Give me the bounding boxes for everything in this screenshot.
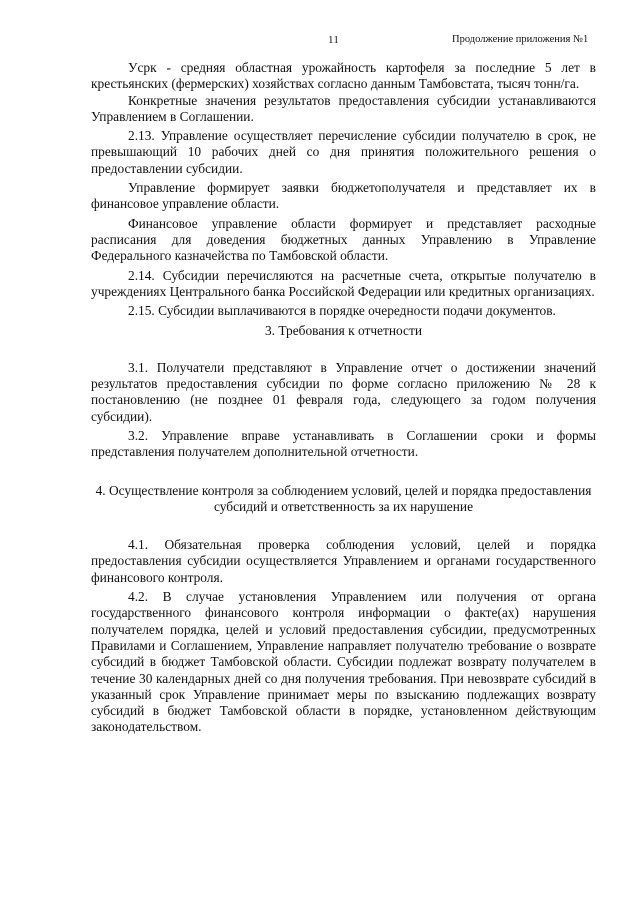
page-number: 11 bbox=[328, 34, 340, 46]
section-heading: 4. Осуществление контроля за соблюдением условий, целей и порядка предоставления субсидий и ответственность за их нарушение bbox=[95, 482, 592, 514]
paragraph: Финансовое управление области формирует и представляет расходные расписания для доведения бюджетных данных Управлению в Управление Федерального казначейства по Тамбовской области. bbox=[91, 215, 596, 264]
paragraph: 3.1. Получатели представляют в Управление отчет о достижении значений результатов предоставления субсидии по форме согласно приложению № 28 к постановлению (не позднее 01 февраля года, следующего за годом получения субсидии). bbox=[91, 359, 596, 424]
section-heading: 3. Требования к отчетности bbox=[264, 323, 423, 339]
paragraph: 2.14. Субсидии перечисляются на расчетные счета, открытые получателю в учреждениях Центрального банка Российской Федерации или кредитных организациях. bbox=[91, 267, 596, 299]
paragraph: Конкретные значения результатов предоставления субсидии устанавливаются Управлением в Соглашении. bbox=[91, 92, 596, 124]
paragraph: Управление формирует заявки бюджетополучателя и представляет их в финансовое управление области. bbox=[91, 180, 596, 212]
paragraph: 2.15. Субсидии выплачиваются в порядке очередности подачи документов. bbox=[128, 303, 556, 319]
paragraph: 2.13. Управление осуществляет перечисление субсидии получателю в срок, не превышающий 10 рабочих дней со дня принятия положительного решения о предоставлении субсидии. bbox=[91, 128, 596, 176]
appendix-continuation-note: Продолжение приложения №1 bbox=[452, 34, 589, 45]
paragraph: Уcрк - средняя областная урожайность картофеля за последние 5 лет в крестьянских (фермерских) хозяйствах согласно данным Тамбовстата, тысяч тонн/га. bbox=[91, 60, 596, 92]
document-body bbox=[91, 60, 596, 736]
paragraph: 4.1. Обязательная проверка соблюдения условий, целей и порядка предоставления субсидии осуществляется Управлением и органами государственного финансового контроля. bbox=[91, 537, 596, 585]
paragraph: 3.2. Управление вправе устанавливать в Соглашении сроки и формы представления получателем дополнительной отчетности. bbox=[91, 427, 596, 460]
paragraph: 4.2. В случае установления Управлением или получения от органа государственного финансового контроля информации о факте(ах) нарушения получателем порядка, целей и условий предоставления субсидии, предусмотренных Правилами и Соглашением, Управление направляет получателю требование о возврате субсидий в бюджет Тамбовской области. Субсидии подлежат возврату получателем в течение 30 календарных дней со дня получения требования. При невозврате субсидий в указанный срок Управление принимает меры по взысканию подлежащих возврату субсидий в бюджет Тамбовской области в порядке, установленном действующим законодательством. bbox=[91, 589, 596, 735]
